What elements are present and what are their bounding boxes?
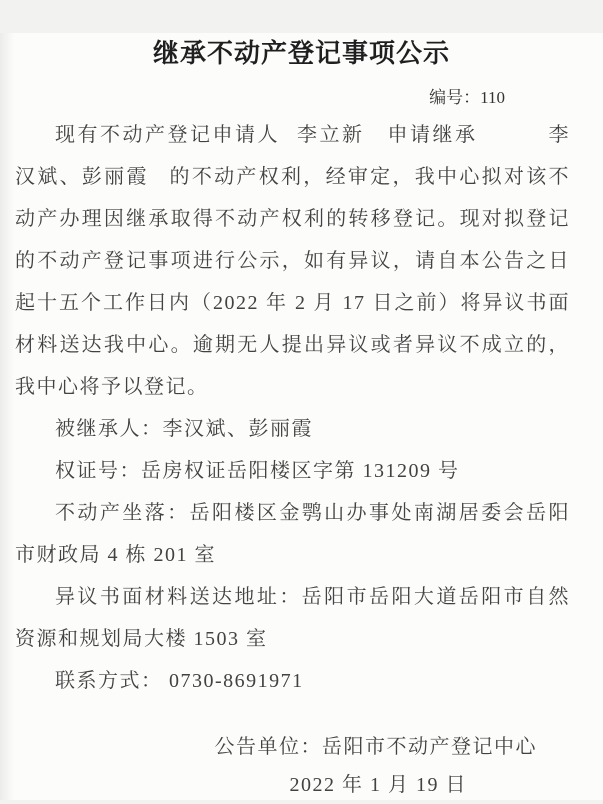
decedents-name: 李汉斌、彭丽霞 (15, 124, 570, 188)
item-property-location (15, 492, 570, 576)
notice-footer (15, 728, 570, 804)
opening-rest: 的不动产权利，经审定，我中心拟对该不动产办理因继承取得不动产权利的转移登记。现对拟登记的不动产登记事项进行公示，如有异议，请自本公告之日起十五个工作日内（2022 年 2 月 17 日之前）将异议书面材料送达我中心。逾期无人提出异议或者异议不成立的，我中心将予以登记。 (15, 166, 570, 398)
item-certificate-number (15, 450, 570, 492)
item-objection-value: 岳阳市岳阳大道岳阳市自然资源和规划局大楼 1503 室 (15, 586, 570, 650)
item-decedents-value: 李汉斌、彭丽霞 (162, 418, 313, 440)
form-blank-gap (365, 140, 387, 141)
opening-lead: 现有不动产登记申请人 (55, 124, 280, 146)
footer-unit-name: 岳阳市不动产登记中心 (322, 736, 537, 758)
applicant-name: 李立新 (296, 124, 365, 146)
item-decedents (15, 408, 570, 450)
footer-unit-line (15, 728, 537, 766)
item-objection-address (15, 576, 570, 660)
form-blank-gap (280, 140, 296, 141)
opening-paragraph (15, 114, 570, 408)
scanned-notice-page (0, 33, 603, 800)
item-contact-label: 联系方式： (55, 670, 163, 692)
opening-middle: 申请继承 (386, 124, 478, 146)
item-contact (15, 660, 570, 702)
item-contact-value: 0730-8691971 (162, 670, 304, 692)
item-location-label: 不动产坐落： (55, 502, 190, 524)
form-blank-gap (149, 182, 169, 183)
item-location-value: 岳阳楼区金鹗山办事处南湖居委会岳阳市财政局 4 栋 201 室 (15, 502, 571, 566)
doc-number: 编号：110 (429, 88, 505, 107)
notice-body (0, 108, 603, 804)
footer-date: 2022 年 1 月 19 日 (289, 774, 467, 796)
item-decedents-label: 被继承人： (55, 418, 163, 440)
notice-title: 继承不动产登记事项公示 (152, 38, 450, 68)
footer-unit-label: 公告单位： (214, 736, 322, 758)
item-objection-label: 异议书面材料送达地址： (55, 586, 302, 608)
item-certificate-value: 岳房权证岳阳楼区字第 131209 号 (141, 460, 460, 482)
form-blank-gap (478, 140, 548, 141)
item-certificate-label: 权证号： (55, 460, 141, 482)
